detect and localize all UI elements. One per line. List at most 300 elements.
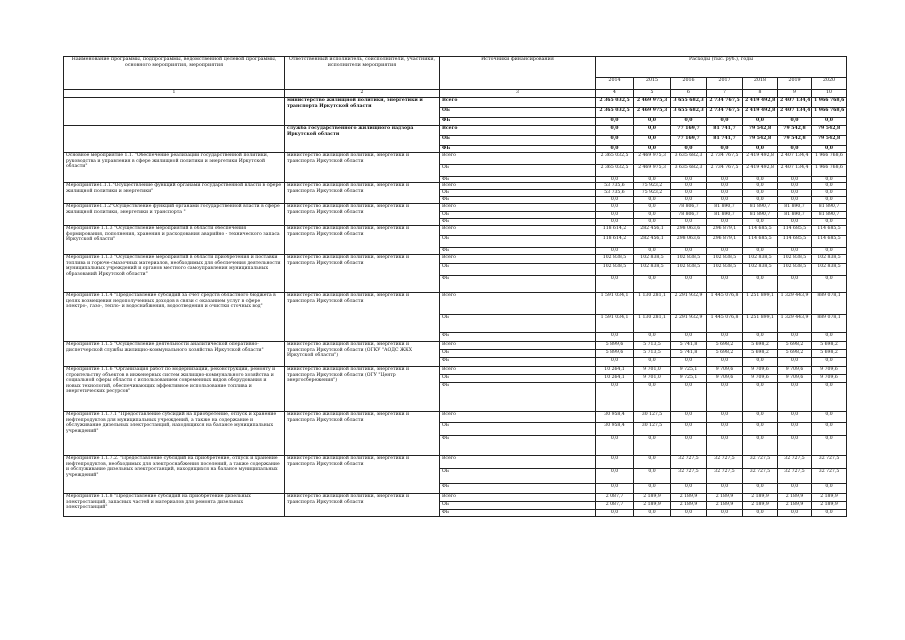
expense-value-cell: 0,0: [707, 412, 743, 423]
funding-source-cell: ФБ: [440, 276, 596, 293]
expense-value-cell: 0,0: [671, 146, 707, 153]
table-row: [64, 412, 847, 423]
expense-value-cell: 32 727,5: [671, 469, 707, 484]
header-year: 2017: [707, 78, 743, 90]
expense-value-cell: 0,0: [743, 146, 778, 153]
expense-value-cell: 2 419 492,8: [743, 153, 778, 165]
responsible-cell: министерство жилищной политики, энергетики и транспорта Иркутской области: [285, 204, 440, 226]
expense-value-cell: 32 727,5: [707, 469, 743, 484]
expense-value-cell: 0,0: [707, 423, 743, 436]
expense-value-cell: 9 709,6: [812, 375, 847, 383]
expense-value-cell: 2 469 975,3: [634, 165, 671, 177]
expense-value-cell: 53 735,6: [596, 183, 634, 190]
expense-value-cell: 2 291 932,9: [671, 293, 707, 315]
program-name-cell: Мероприятие 1.1.8 "Предоставление субсидий на приобретение дизельных электростанций, запасных частей и материалов для ремонта дизельных электростанций": [64, 494, 285, 517]
expense-value-cell: 102 838,5: [743, 255, 778, 264]
funding-source-cell: ОБ: [440, 315, 596, 333]
expense-value-cell: 0,0: [634, 358, 671, 367]
expense-value-cell: 0,0: [707, 146, 743, 153]
funding-source-cell: Всего: [440, 204, 596, 212]
funding-source-cell: ОБ: [440, 190, 596, 197]
expense-value-cell: 0,0: [743, 484, 778, 494]
column-number: 9: [778, 90, 812, 98]
expense-value-cell: 0,0: [671, 183, 707, 190]
header-program: Наименование программы, подпрограммы, ведомственной целевой программы, основного мероприятия, мероприятия: [64, 57, 285, 90]
expense-value-cell: 114 685,5: [812, 226, 847, 236]
expense-value-cell: 5 741,8: [671, 350, 707, 358]
expense-value-cell: 81 890,7: [707, 204, 743, 212]
table-row: [64, 98, 847, 108]
expense-value-cell: 1 445 076,8: [707, 315, 743, 333]
expense-value-cell: 0,0: [671, 484, 707, 494]
expense-value-cell: 0,0: [778, 118, 812, 126]
expense-value-cell: 2 469 975,3: [634, 98, 671, 108]
table-row: [64, 342, 847, 350]
expense-value-cell: 0,0: [743, 412, 778, 423]
header-year: 2019: [778, 78, 812, 90]
expense-value-cell: 9 709,6: [743, 375, 778, 383]
program-name-cell: Мероприятие 1.1.7.1 "Предоставление субсидий на приобретение, отпуск и хранение нефтепродуктов для муниципальных учреждений, а также на содержание и обслуживание дизельных электростанций, находящихся на балансе муниципальных учреждений": [64, 412, 285, 456]
responsible-cell: министерство жилищной политики, энергетики и транспорта Иркутской области: [285, 153, 440, 183]
responsible-cell: министерство жилищной политики, энергетики и транспорта Иркутской области: [285, 456, 440, 494]
expense-value-cell: 0,0: [707, 383, 743, 412]
expense-value-cell: 5 899,6: [596, 350, 634, 358]
expense-value-cell: 0,0: [596, 436, 634, 456]
program-name-cell: Мероприятие 1.1.3 "Осуществление мероприятий в области приобретения и поставки топлива и горюче-смазочных материалов, необходимых для обеспечения деятельности муниципальных учреждений и органов местного самоуправления муниципальных образований Иркутской области": [64, 255, 285, 293]
expense-value-cell: 102 838,5: [707, 264, 743, 276]
expense-value-cell: 0,0: [634, 197, 671, 204]
responsible-cell: министерство жилищной политики, энергетики и транспорта Иркутской области (ОГКУ "АОДС ЖКХ Иркутской области"): [285, 342, 440, 367]
expense-value-cell: 0,0: [812, 510, 847, 517]
expense-value-cell: 102 838,5: [596, 255, 634, 264]
expense-value-cell: 79 542,8: [743, 126, 778, 136]
table-row: [64, 494, 847, 502]
funding-source-cell: ОБ: [440, 375, 596, 383]
expense-value-cell: 32 727,5: [707, 456, 743, 469]
expense-value-cell: 0,0: [778, 358, 812, 367]
expense-value-cell: 0,0: [812, 219, 847, 226]
expense-value-cell: 0,0: [596, 146, 634, 153]
expense-value-cell: 2 189,9: [778, 502, 812, 510]
expense-value-cell: 1 130 281,1: [634, 315, 671, 333]
expense-value-cell: 2 365 032,5: [596, 165, 634, 177]
table-row: [64, 255, 847, 264]
expense-value-cell: 0,0: [812, 484, 847, 494]
funding-source-cell: Всего: [440, 293, 596, 315]
header-expenses: Расходы (тыс. руб.), годы: [596, 57, 847, 78]
expense-value-cell: 0,0: [634, 436, 671, 456]
expense-value-cell: 0,0: [671, 276, 707, 293]
expense-value-cell: 0,0: [707, 333, 743, 342]
header-year: 2018: [743, 78, 778, 90]
expense-value-cell: 2 469 975,3: [634, 108, 671, 118]
expense-value-cell: 81 890,7: [743, 212, 778, 219]
funding-source-cell: ОБ: [440, 236, 596, 248]
expense-value-cell: 889 078,1: [812, 315, 847, 333]
expense-value-cell: 81 890,7: [743, 204, 778, 212]
expense-value-cell: 0,0: [634, 248, 671, 255]
expense-value-cell: 30 958,4: [596, 423, 634, 436]
expense-value-cell: 9 725,1: [671, 367, 707, 375]
column-number: 4: [596, 90, 634, 98]
expense-value-cell: 282 456,1: [634, 236, 671, 248]
expense-value-cell: 5 899,6: [596, 342, 634, 350]
funding-source-cell: ФБ: [440, 484, 596, 494]
expense-value-cell: 0,0: [743, 383, 778, 412]
responsible-cell: служба государственного жилищного надзора Иркутской области: [285, 126, 440, 153]
expense-value-cell: 114 685,5: [778, 236, 812, 248]
expense-value-cell: 2 087,7: [596, 502, 634, 510]
expense-value-cell: 0,0: [743, 183, 778, 190]
funding-source-cell: ФБ: [440, 510, 596, 517]
expense-value-cell: 5 698,2: [778, 342, 812, 350]
expense-value-cell: 2 734 767,5: [707, 165, 743, 177]
expense-value-cell: 114 685,5: [778, 226, 812, 236]
expense-value-cell: 9 709,6: [707, 367, 743, 375]
expense-value-cell: 0,0: [596, 333, 634, 342]
expense-value-cell: 32 727,5: [812, 456, 847, 469]
expense-value-cell: 2 291 932,9: [671, 315, 707, 333]
expense-value-cell: 3 635 682,3: [671, 165, 707, 177]
funding-source-cell: Всего: [440, 367, 596, 375]
program-name-cell: Мероприятие 1.1.7.2. "Предоставление субсидий на приобретение, отпуск и хранение нефтепродуктов, необходимых для электроснабжения поселений, а также содержание и обслуживание дизельных электростанций, находящихся на балансе муниципальных учреждений": [64, 456, 285, 494]
funding-source-cell: Всего: [440, 342, 596, 350]
expense-value-cell: 9 709,6: [812, 367, 847, 375]
expense-value-cell: 2 407 134,4: [778, 98, 812, 108]
expense-value-cell: 102 838,5: [671, 264, 707, 276]
expense-value-cell: 102 838,5: [778, 255, 812, 264]
expense-value-cell: 1 966 768,6: [812, 153, 847, 165]
funding-source-cell: ОБ: [440, 264, 596, 276]
expense-value-cell: 2 734 767,5: [707, 153, 743, 165]
expense-value-cell: 0,0: [778, 484, 812, 494]
column-numbers-row: [64, 90, 847, 98]
responsible-cell: министерство жилищной политики, энергетики и транспорта Иркутской области: [285, 98, 440, 126]
expense-value-cell: 9 701,0: [634, 375, 671, 383]
expense-value-cell: 0,0: [778, 248, 812, 255]
expense-value-cell: 0,0: [743, 358, 778, 367]
expense-value-cell: 889 078,1: [812, 293, 847, 315]
expense-value-cell: 0,0: [634, 136, 671, 146]
budget-table: [63, 56, 847, 517]
expense-value-cell: 0,0: [596, 456, 634, 469]
program-name-cell: Мероприятие 1.1.5 "Осуществление деятельности аналитической оперативно-диспетчерской службы жилищно-коммунального хозяйства Иркутской области": [64, 342, 285, 367]
expense-value-cell: 3 635 682,3: [671, 153, 707, 165]
funding-source-cell: ФБ: [440, 118, 596, 126]
expense-value-cell: 3 655 682,3: [671, 108, 707, 118]
expense-value-cell: 0,0: [743, 510, 778, 517]
expense-value-cell: 0,0: [634, 510, 671, 517]
column-number: 3: [440, 90, 596, 98]
expense-value-cell: 2 734 767,5: [707, 108, 743, 118]
expense-value-cell: 0,0: [812, 248, 847, 255]
expense-value-cell: 0,0: [707, 118, 743, 126]
expense-value-cell: 0,0: [778, 183, 812, 190]
expense-value-cell: 5 698,2: [812, 342, 847, 350]
program-name-cell: Мероприятие 1.1.6 "Организация работ по модернизации, реконструкции, ремонту и строительству объектов в инженерных систем жилищно-коммунального хозяйства и социальной сферы области с использованием современных видов оборудования и новых технологий, обеспечивающих эффективное использование топлива и энергетических ресурсов": [64, 367, 285, 412]
expense-value-cell: 79 542,8: [812, 136, 847, 146]
column-number: 7: [707, 90, 743, 98]
expense-value-cell: 0,0: [634, 126, 671, 136]
expense-value-cell: 75 923,2: [634, 190, 671, 197]
expense-value-cell: 0,0: [596, 118, 634, 126]
expense-value-cell: 5 713,5: [634, 342, 671, 350]
expense-value-cell: 0,0: [707, 248, 743, 255]
responsible-cell: министерство жилищной политики, энергетики и транспорта Иркутской области: [285, 293, 440, 342]
expense-value-cell: 2 365 032,5: [596, 108, 634, 118]
expense-value-cell: 0,0: [707, 276, 743, 293]
expense-value-cell: 75 923,2: [634, 183, 671, 190]
expense-value-cell: 0,0: [707, 190, 743, 197]
column-number: 1: [64, 90, 285, 98]
expense-value-cell: 5 713,5: [634, 350, 671, 358]
expense-value-cell: 118 614,2: [596, 236, 634, 248]
expense-value-cell: 0,0: [743, 423, 778, 436]
expense-value-cell: 9 709,6: [743, 367, 778, 375]
expense-value-cell: 2 734 767,5: [707, 98, 743, 108]
expense-value-cell: 296 879,1: [707, 226, 743, 236]
table-row: [64, 204, 847, 212]
expense-value-cell: 9 709,6: [778, 375, 812, 383]
expense-value-cell: 77 169,7: [671, 136, 707, 146]
program-name-cell: Мероприятие 1.1.3 "Осуществление мероприятий в области обеспечения формирования, пополнения, хранения и расходования аварийно - технического запаса Иркутской области": [64, 226, 285, 255]
expense-value-cell: 32 727,5: [812, 469, 847, 484]
program-name-cell: Мероприятие1.1.1."Осуществление функций органами государственной власти в сфере жилищной политики и энергетики": [64, 183, 285, 204]
expense-value-cell: 5 698,2: [743, 350, 778, 358]
funding-source-cell: ФБ: [440, 219, 596, 226]
expense-value-cell: 0,0: [634, 456, 671, 469]
expense-value-cell: 2 189,9: [634, 502, 671, 510]
expense-value-cell: 79 542,8: [743, 136, 778, 146]
expense-value-cell: 2 087,7: [596, 494, 634, 502]
expense-value-cell: 30 958,4: [596, 412, 634, 423]
expense-value-cell: 0,0: [671, 333, 707, 342]
table-row: [64, 293, 847, 315]
program-name-cell: Мероприятие1.1.2"Осуществление функций органами государственной власти в сфере жилищной политики, энергетики и транспорта ": [64, 204, 285, 226]
expense-value-cell: 0,0: [707, 197, 743, 204]
expense-value-cell: 0,0: [596, 126, 634, 136]
responsible-cell: министерство жилищной политики, энергетики и транспорта Иркутской области: [285, 255, 440, 293]
funding-source-cell: Всего: [440, 183, 596, 190]
expense-value-cell: 0,0: [778, 276, 812, 293]
expense-value-cell: 0,0: [707, 183, 743, 190]
expense-value-cell: 0,0: [778, 510, 812, 517]
expense-value-cell: 282 456,1: [634, 226, 671, 236]
expense-value-cell: 0,0: [707, 177, 743, 183]
table-row: [64, 183, 847, 190]
column-number: 8: [743, 90, 778, 98]
expense-value-cell: 0,0: [743, 248, 778, 255]
funding-source-cell: ОБ: [440, 423, 596, 436]
expense-value-cell: 0,0: [812, 423, 847, 436]
expense-value-cell: 10 264,1: [596, 375, 634, 383]
expense-value-cell: 79 542,8: [778, 126, 812, 136]
expense-value-cell: 2 407 134,4: [778, 165, 812, 177]
expense-value-cell: 78 806,7: [671, 212, 707, 219]
program-name-cell: Мероприятие 1.1.4 "Предоставление субсидий за счет средств областного бюджета в целях возмещения недополученных доходов в связи с оказанием услуг в сфере электро-, газо-, тепло- и водоснабжения, водоотведения и очистки сточных вод": [64, 293, 285, 342]
expense-value-cell: 2 189,9: [707, 502, 743, 510]
expense-value-cell: 0,0: [743, 177, 778, 183]
funding-source-cell: ОБ: [440, 469, 596, 484]
program-name-cell: [64, 126, 285, 153]
expense-value-cell: 81 741,7: [707, 126, 743, 136]
expense-value-cell: 0,0: [707, 484, 743, 494]
expense-value-cell: 0,0: [596, 484, 634, 494]
expense-value-cell: 79 542,8: [778, 136, 812, 146]
expense-value-cell: 0,0: [812, 333, 847, 342]
expense-value-cell: 0,0: [743, 276, 778, 293]
expense-value-cell: 0,0: [707, 436, 743, 456]
responsible-cell: министерство жилищной политики, энергетики и транспорта Иркутской области: [285, 412, 440, 456]
expense-value-cell: 0,0: [778, 383, 812, 412]
expense-value-cell: 296 879,1: [707, 236, 743, 248]
expense-value-cell: 0,0: [671, 190, 707, 197]
funding-source-cell: ОБ: [440, 165, 596, 177]
expense-value-cell: 0,0: [743, 219, 778, 226]
expense-value-cell: 5 698,2: [707, 342, 743, 350]
column-number: 5: [634, 90, 671, 98]
expense-value-cell: 1 445 076,8: [707, 293, 743, 315]
expense-value-cell: 2 419 492,8: [743, 108, 778, 118]
expense-value-cell: 2 419 492,8: [743, 98, 778, 108]
funding-source-cell: Всего: [440, 226, 596, 236]
expense-value-cell: 0,0: [671, 412, 707, 423]
column-number: 6: [671, 90, 707, 98]
expense-value-cell: 114 685,5: [743, 236, 778, 248]
expense-value-cell: 2 365 032,5: [596, 98, 634, 108]
program-name-cell: [64, 98, 285, 126]
expense-value-cell: 1 966 768,6: [812, 108, 847, 118]
header-year: 2020: [812, 78, 847, 90]
expense-value-cell: 0,0: [778, 412, 812, 423]
expense-value-cell: 78 806,7: [671, 204, 707, 212]
expense-value-cell: 32 727,5: [671, 456, 707, 469]
expense-value-cell: 9 725,1: [671, 375, 707, 383]
expense-value-cell: 0,0: [634, 212, 671, 219]
expense-value-cell: 0,0: [671, 219, 707, 226]
expense-value-cell: 102 838,5: [596, 264, 634, 276]
expense-value-cell: 0,0: [634, 118, 671, 126]
header-year: 2014: [596, 78, 634, 90]
expense-value-cell: 2 189,9: [743, 502, 778, 510]
expense-value-cell: 0,0: [743, 436, 778, 456]
responsible-cell: министерство жилищной политики, энергетики и транспорта Иркутской области (ОГУ "Центр энергосбережения"): [285, 367, 440, 412]
responsible-cell: министерство жилищной политики, энергетики и транспорта Иркутской области: [285, 494, 440, 517]
expense-value-cell: 79 542,8: [812, 126, 847, 136]
expense-value-cell: 118 614,2: [596, 226, 634, 236]
expense-value-cell: 2 407 134,4: [778, 108, 812, 118]
funding-source-cell: ОБ: [440, 108, 596, 118]
funding-source-cell: Всего: [440, 98, 596, 108]
expense-value-cell: 0,0: [812, 177, 847, 183]
expense-value-cell: 0,0: [634, 484, 671, 494]
expense-value-cell: 0,0: [812, 183, 847, 190]
expense-value-cell: 0,0: [671, 358, 707, 367]
expense-value-cell: 102 838,5: [707, 255, 743, 264]
funding-source-cell: Всего: [440, 494, 596, 502]
expense-value-cell: 102 838,5: [634, 255, 671, 264]
expense-value-cell: 0,0: [778, 190, 812, 197]
expense-value-cell: 102 838,5: [743, 264, 778, 276]
expense-value-cell: 0,0: [812, 276, 847, 293]
expense-value-cell: 0,0: [596, 204, 634, 212]
expense-value-cell: 0,0: [634, 204, 671, 212]
expense-value-cell: 0,0: [634, 469, 671, 484]
expense-value-cell: 2 189,9: [778, 494, 812, 502]
expense-value-cell: 32 727,5: [743, 469, 778, 484]
expense-value-cell: 0,0: [596, 510, 634, 517]
expense-value-cell: 0,0: [778, 333, 812, 342]
expense-value-cell: 81 890,7: [812, 212, 847, 219]
expense-value-cell: 102 838,5: [671, 255, 707, 264]
expense-value-cell: 32 727,5: [778, 469, 812, 484]
expense-value-cell: 81 890,7: [778, 212, 812, 219]
expense-value-cell: 1 251 899,1: [743, 293, 778, 315]
expense-value-cell: 2 365 032,5: [596, 153, 634, 165]
expense-value-cell: 5 698,2: [707, 350, 743, 358]
expense-value-cell: 9 709,6: [778, 367, 812, 375]
expense-value-cell: 5 698,2: [778, 350, 812, 358]
expense-value-cell: 0,0: [812, 118, 847, 126]
funding-source-cell: ФБ: [440, 177, 596, 183]
expense-value-cell: 0,0: [778, 177, 812, 183]
expense-value-cell: 2 189,9: [812, 502, 847, 510]
expense-value-cell: 1 966 768,6: [812, 165, 847, 177]
expense-value-cell: 1 130 281,1: [634, 293, 671, 315]
funding-source-cell: Всего: [440, 126, 596, 136]
table-row: [64, 456, 847, 469]
expense-value-cell: 0,0: [634, 177, 671, 183]
expense-value-cell: 81 741,7: [707, 136, 743, 146]
expense-value-cell: 2 189,9: [812, 494, 847, 502]
expense-value-cell: 0,0: [812, 383, 847, 412]
expense-value-cell: 30 127,5: [634, 423, 671, 436]
expense-value-cell: 102 838,5: [812, 255, 847, 264]
expense-value-cell: 0,0: [596, 358, 634, 367]
expense-value-cell: 0,0: [671, 436, 707, 456]
funding-source-cell: ОБ: [440, 502, 596, 510]
expense-value-cell: 0,0: [812, 146, 847, 153]
expense-value-cell: 1 966 768,6: [812, 98, 847, 108]
expense-value-cell: 0,0: [634, 333, 671, 342]
table-row: [64, 367, 847, 375]
responsible-cell: министерство жилищной политики, энергетики и транспорта Иркутской области: [285, 226, 440, 255]
expense-value-cell: 0,0: [671, 510, 707, 517]
table-row: [64, 153, 847, 165]
expense-value-cell: 0,0: [596, 136, 634, 146]
expense-value-cell: 0,0: [812, 358, 847, 367]
expense-value-cell: 32 727,5: [778, 456, 812, 469]
expense-value-cell: 0,0: [812, 197, 847, 204]
expense-value-cell: 0,0: [634, 383, 671, 412]
funding-source-cell: ОБ: [440, 350, 596, 358]
expense-value-cell: 1 329 443,9: [778, 315, 812, 333]
expense-value-cell: 0,0: [778, 423, 812, 436]
expense-value-cell: 0,0: [671, 423, 707, 436]
expense-value-cell: 1 329 443,9: [778, 293, 812, 315]
expense-value-cell: 298 063,6: [671, 236, 707, 248]
table-row: [64, 226, 847, 236]
funding-source-cell: Всего: [440, 255, 596, 264]
expense-value-cell: 114 685,5: [743, 226, 778, 236]
expense-value-cell: 0,0: [778, 197, 812, 204]
funding-source-cell: ФБ: [440, 383, 596, 412]
expense-value-cell: 5 698,2: [743, 342, 778, 350]
column-number: 2: [285, 90, 440, 98]
funding-source-cell: Всего: [440, 153, 596, 165]
funding-source-cell: ОБ: [440, 212, 596, 219]
expense-value-cell: 298 063,6: [671, 226, 707, 236]
